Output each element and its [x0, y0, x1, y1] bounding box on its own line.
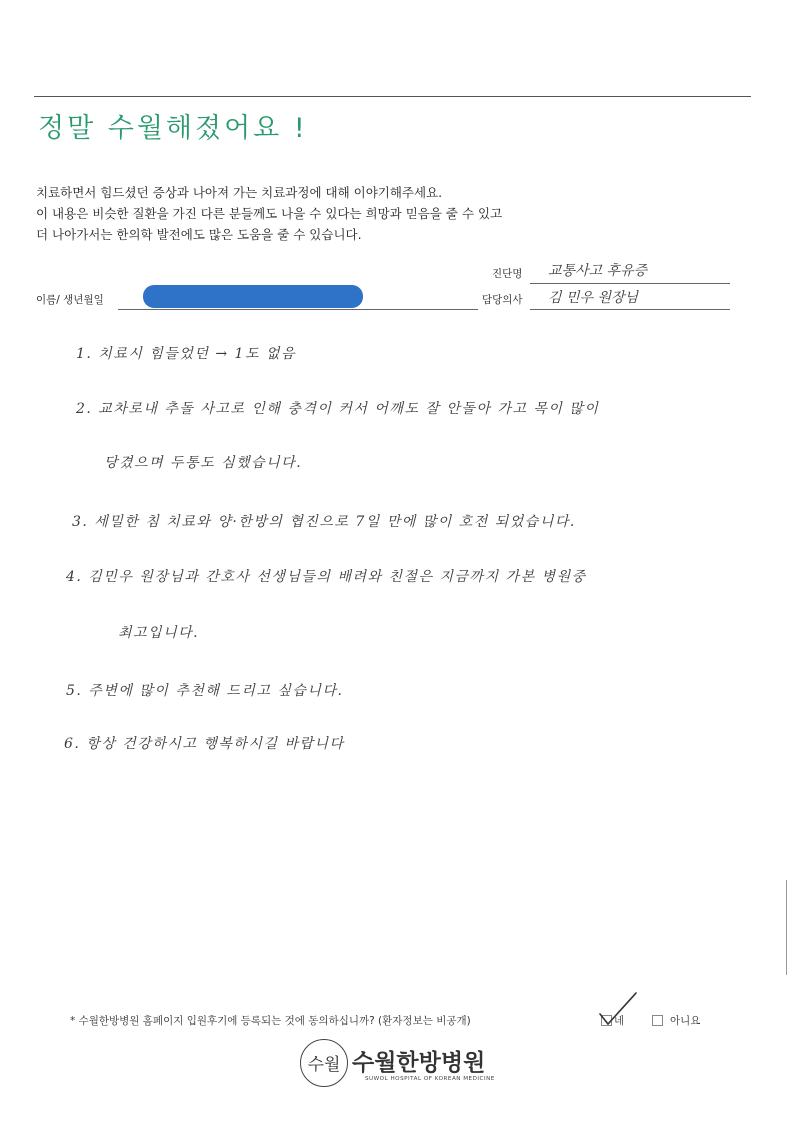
diagnosis-value: 교통사고 후유증	[548, 263, 648, 279]
consent-no-label: 아니요	[670, 1015, 701, 1027]
page-title: 정말 수월해졌어요 !	[38, 113, 308, 144]
consent-yes-label: 네	[614, 1015, 625, 1027]
doctor-value: 김 민우 원장님	[548, 290, 639, 306]
diagnosis-label: 진단명	[492, 268, 523, 280]
entry-2: 2. 교차로내 추돌 사고로 인해 충격이 커서 어깨도 잘 안돌아 가고 목이 많이	[76, 401, 600, 417]
hospital-logo-name: 수월한방병원	[352, 1050, 486, 1076]
top-rule	[34, 96, 751, 97]
intro-text	[36, 182, 502, 245]
consent-no-checkbox[interactable]	[652, 1015, 663, 1026]
hospital-logo-subtitle: SUWOL HOSPITAL OF KOREAN MEDICINE	[365, 1076, 495, 1082]
entry-6: 6. 항상 건강하시고 행복하시길 바랍니다	[64, 736, 345, 752]
diagnosis-underline	[530, 283, 730, 284]
entry-1: 1. 치료시 힘들었던 → 1도 없음	[76, 346, 296, 362]
entry-4-cont: 최고입니다.	[118, 625, 200, 641]
name-underline	[118, 309, 478, 310]
intro-line: 이 내용은 비슷한 질환을 가진 다른 분들께도 나을 수 있다는 희망과 믿음을 줄 수 있고	[36, 206, 503, 221]
entry-2-cont: 당겼으며 두통도 심했습니다.	[104, 455, 303, 471]
entry-4: 4. 김민우 원장님과 간호사 선생님들의 배려와 친절은 지금까지 가본 병원중	[66, 569, 587, 585]
hospital-logo-icon	[300, 1039, 348, 1087]
intro-line: 치료하면서 힘드셨던 증상과 나아져 가는 치료과정에 대해 이야기해주세요.	[36, 185, 443, 200]
scan-edge-line	[786, 880, 787, 975]
check-mark-icon	[596, 990, 640, 1030]
doctor-underline	[530, 309, 730, 310]
entry-3: 3. 세밀한 침 치료와 양·한방의 협진으로 7일 만에 많이 호전 되었습니다.	[72, 514, 576, 530]
intro-line: 더 나아가서는 한의학 발전에도 많은 도움을 줄 수 있습니다.	[36, 227, 362, 242]
name-label: 이름/ 생년월일	[36, 294, 104, 306]
doctor-label: 담당의사	[482, 294, 523, 306]
entry-5: 5. 주변에 많이 추천해 드리고 싶습니다.	[66, 683, 344, 699]
redaction-mark	[143, 285, 363, 308]
consent-question: * 수월한방병원 홈페이지 입원후기에 등록되는 것에 동의하십니까? (환자정보는 비공개)	[70, 1015, 471, 1027]
logo-icon-text: 수월	[307, 1055, 341, 1075]
